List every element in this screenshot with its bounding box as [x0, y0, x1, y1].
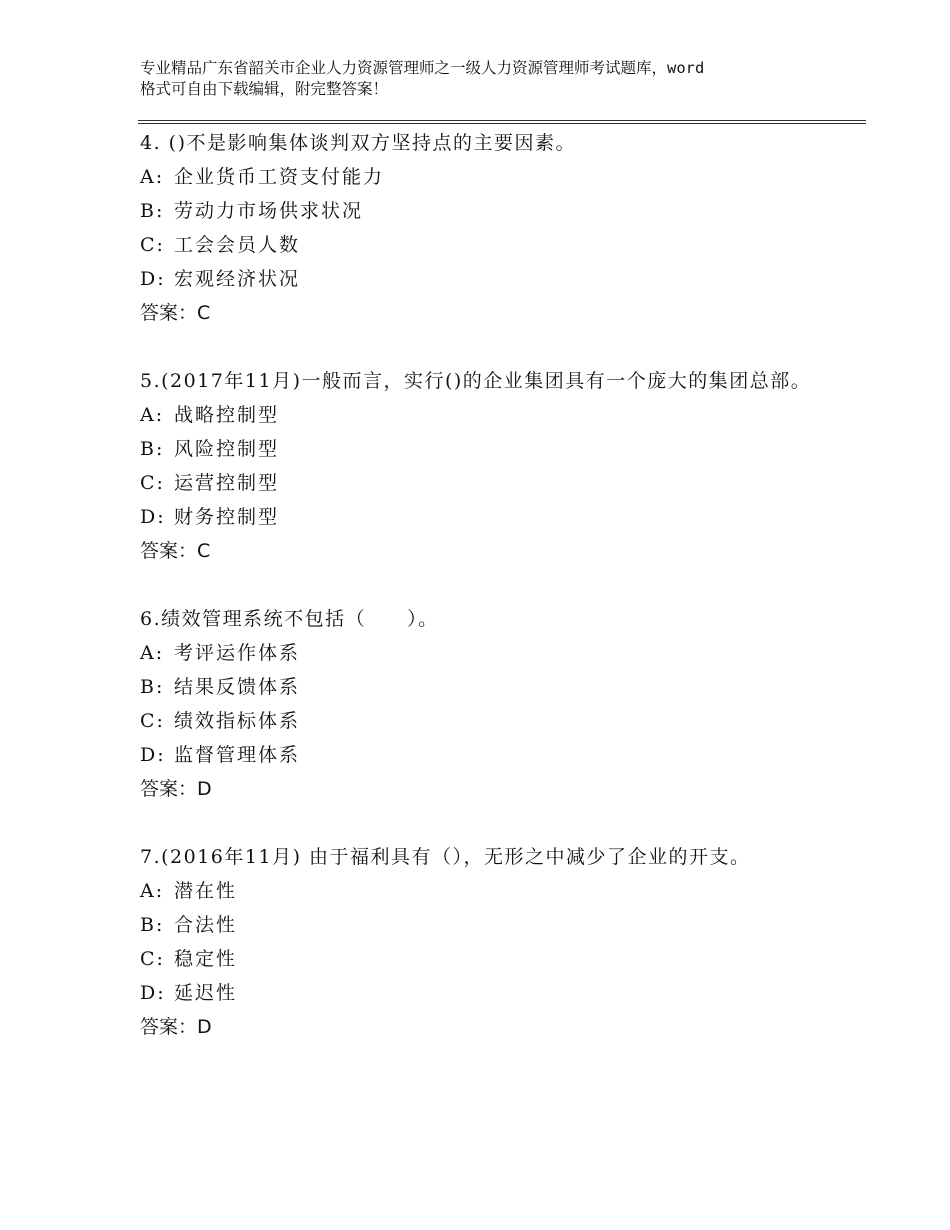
option-text: 潜在性 — [174, 880, 238, 902]
option-text: 绩效指标体系 — [174, 710, 301, 732]
option-letter: C: — [140, 234, 165, 256]
option-d — [140, 976, 840, 1010]
answer-line: 答案：D — [140, 1016, 212, 1038]
option-text: 运营控制型 — [174, 472, 280, 494]
question-stem: 6.绩效管理系统不包括（ ）。 — [140, 608, 439, 630]
option-letter: A: — [140, 642, 165, 664]
option-c — [140, 466, 840, 500]
option-letter: A: — [140, 166, 165, 188]
document-header — [140, 58, 840, 100]
option-text: 考评运作体系 — [174, 642, 301, 664]
option-letter: C: — [140, 710, 165, 732]
option-letter: D: — [140, 982, 166, 1004]
option-text: 财务控制型 — [174, 506, 280, 528]
option-b — [140, 670, 840, 704]
option-letter: D: — [140, 744, 166, 766]
option-text: 风险控制型 — [174, 438, 280, 460]
question-6 — [140, 602, 840, 806]
option-letter: D: — [140, 506, 166, 528]
option-a — [140, 160, 840, 194]
option-a — [140, 398, 840, 432]
option-letter: B: — [140, 438, 165, 460]
option-b — [140, 908, 840, 942]
option-text: 监督管理体系 — [174, 744, 301, 766]
option-d — [140, 262, 840, 296]
option-c — [140, 228, 840, 262]
option-b — [140, 432, 840, 466]
option-d — [140, 738, 840, 772]
option-letter: B: — [140, 676, 165, 698]
option-c — [140, 942, 840, 976]
option-text: 劳动力市场供求状况 — [174, 200, 364, 222]
answer-line: 答案：C — [140, 540, 211, 562]
option-a — [140, 874, 840, 908]
option-text: 企业货币工资支付能力 — [174, 166, 385, 188]
header-line-1: 专业精品广东省韶关市企业人力资源管理师之一级人力资源管理师考试题库，word — [140, 59, 705, 77]
answer-line: 答案：D — [140, 778, 212, 800]
question-stem: 7.(2016年11月) 由于福利具有（），无形之中减少了企业的开支。 — [140, 846, 751, 868]
option-letter: C: — [140, 472, 165, 494]
option-text: 稳定性 — [174, 948, 238, 970]
option-letter: A: — [140, 404, 165, 426]
option-text: 战略控制型 — [174, 404, 280, 426]
answer-line: 答案：C — [140, 302, 211, 324]
option-letter: C: — [140, 948, 165, 970]
option-text: 结果反馈体系 — [174, 676, 301, 698]
question-7 — [140, 840, 840, 1044]
option-a — [140, 636, 840, 670]
question-stem: 5.(2017年11月)一般而言，实行()的企业集团具有一个庞大的集团总部。 — [140, 370, 812, 392]
question-5 — [140, 364, 840, 568]
question-stem: 4. ()不是影响集体谈判双方坚持点的主要因素。 — [140, 132, 576, 154]
option-letter: B: — [140, 200, 165, 222]
option-letter: A: — [140, 880, 165, 902]
option-b — [140, 194, 840, 228]
question-list — [140, 126, 840, 1078]
header-divider — [138, 120, 866, 124]
option-text: 合法性 — [174, 914, 238, 936]
option-text: 延迟性 — [174, 982, 238, 1004]
question-4 — [140, 126, 840, 330]
option-letter: B: — [140, 914, 165, 936]
header-line-2: 格式可自由下载编辑，附完整答案！ — [140, 80, 389, 98]
option-letter: D: — [140, 268, 166, 290]
option-d — [140, 500, 840, 534]
option-text: 工会会员人数 — [174, 234, 301, 256]
option-text: 宏观经济状况 — [174, 268, 301, 290]
option-c — [140, 704, 840, 738]
